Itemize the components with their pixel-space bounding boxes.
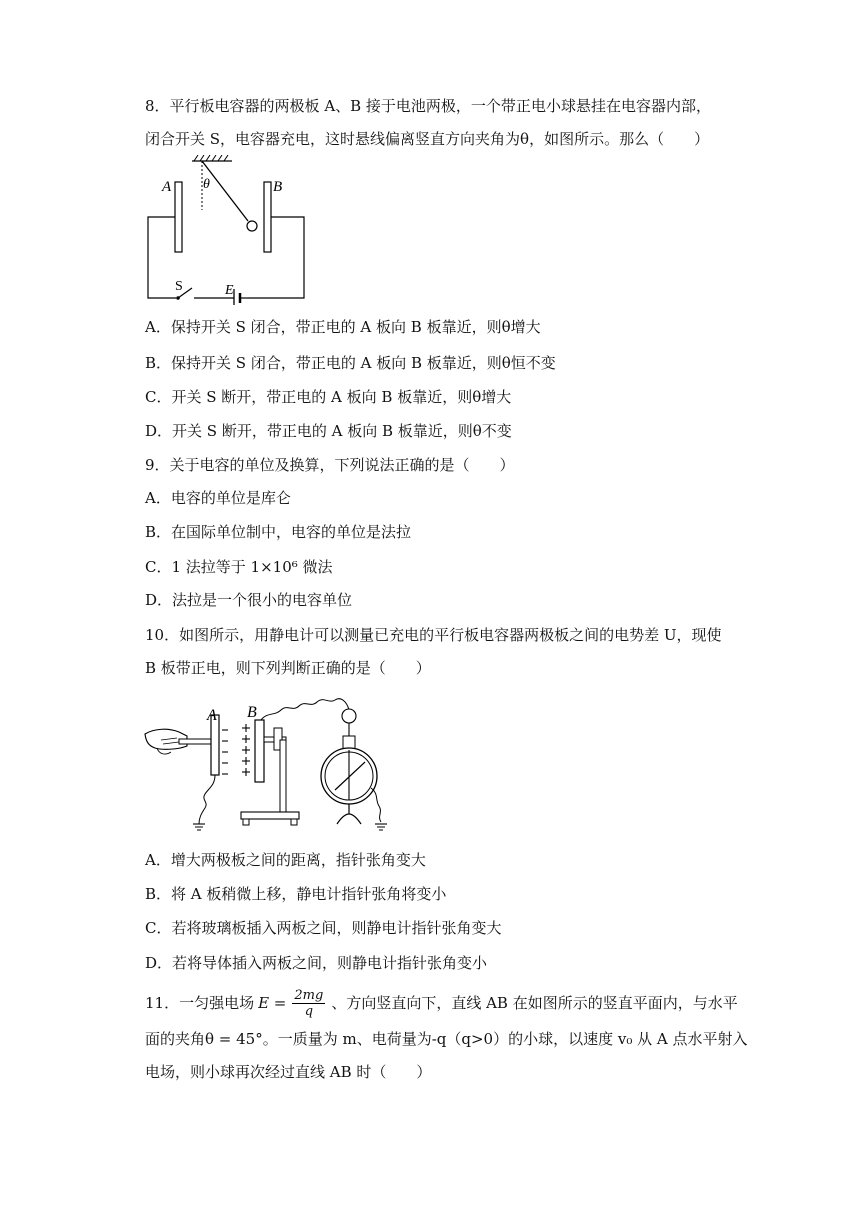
q10-electrometer-figure	[143, 690, 408, 835]
q8-label-e: E	[225, 283, 234, 298]
q8-stem-line1: 8．平行板电容器的两极板 A、B 接于电池两极，一个带正电小球悬挂在电容器内部，	[145, 97, 711, 115]
q9-stem: 9．关于电容的单位及换算，下列说法正确的是（ ）	[145, 456, 515, 474]
q11-stem-line2: 面的夹角θ = 45°。一质量为 m、电荷量为-q（q>0）的小球，以速度 v₀ 从 A 点水平射入	[145, 1030, 748, 1048]
q8-option-b: B．保持开关 S 闭合，带正电的 A 板向 B 板靠近，则θ恒不变	[145, 354, 556, 372]
q8-option-c: C．开关 S 断开，带正电的 A 板向 B 板靠近，则θ增大	[145, 388, 512, 406]
q8-circuit-figure	[140, 155, 315, 305]
q10-stem-line2: B 板带正电，则下列判断正确的是（ ）	[145, 659, 431, 677]
q11-stem-line1	[145, 988, 738, 1018]
q11-intro-text: 11．一匀强电场	[145, 994, 255, 1012]
q10-option-c: C．若将玻璃板插入两板之间，则静电计指针张角变大	[145, 919, 502, 937]
q10-option-d: D．若将导体插入两板之间，则静电计指针张角变小	[145, 954, 488, 972]
q8-option-d: D．开关 S 断开，带正电的 A 板向 B 板靠近，则θ不变	[145, 422, 512, 440]
q9-option-a: A．电容的单位是库仑	[145, 489, 291, 507]
q8-label-theta: θ	[203, 177, 210, 192]
q8-stem-line2: 闭合开关 S，电容器充电，这时悬线偏离竖直方向夹角为θ，如图所示。那么（ ）	[145, 130, 710, 148]
q10-label-b: B	[247, 704, 257, 721]
q10-option-b: B．将 A 板稍微上移，静电计指针张角将变小	[145, 885, 447, 903]
q11-formula-fraction	[292, 988, 325, 1019]
q11-stem-line3: 电场，则小球再次经过直线 AB 时（ ）	[145, 1063, 432, 1081]
q11-formula-denominator: q	[304, 1003, 314, 1019]
q10-option-a: A．增大两极板之间的距离，指针张角变大	[145, 851, 426, 869]
q8-label-s: S	[175, 279, 183, 294]
q9-option-b: B．在国际单位制中，电容的单位是法拉	[145, 523, 412, 541]
q10-label-a: A	[207, 707, 217, 724]
q11-formula-numerator: 2mg	[294, 987, 324, 1003]
q11-intro-text-rest: 、方向竖直向下，直线 AB 在如图所示的竖直平面内，与水平	[331, 994, 738, 1012]
q8-option-a: A．保持开关 S 闭合，带正电的 A 板向 B 板靠近，则θ增大	[145, 318, 541, 336]
q9-option-d: D．法拉是一个很小的电容单位	[145, 591, 353, 609]
q8-label-a: A	[162, 179, 172, 195]
q10-stem-line1: 10．如图所示，用静电计可以测量已充电的平行板电容器两极板之间的电势差 U，现使	[145, 626, 722, 644]
q8-label-b: B	[273, 179, 283, 195]
q9-option-c: C．1 法拉等于 1×10⁶ 微法	[145, 558, 333, 576]
q11-formula-lhs: E =	[258, 994, 287, 1012]
